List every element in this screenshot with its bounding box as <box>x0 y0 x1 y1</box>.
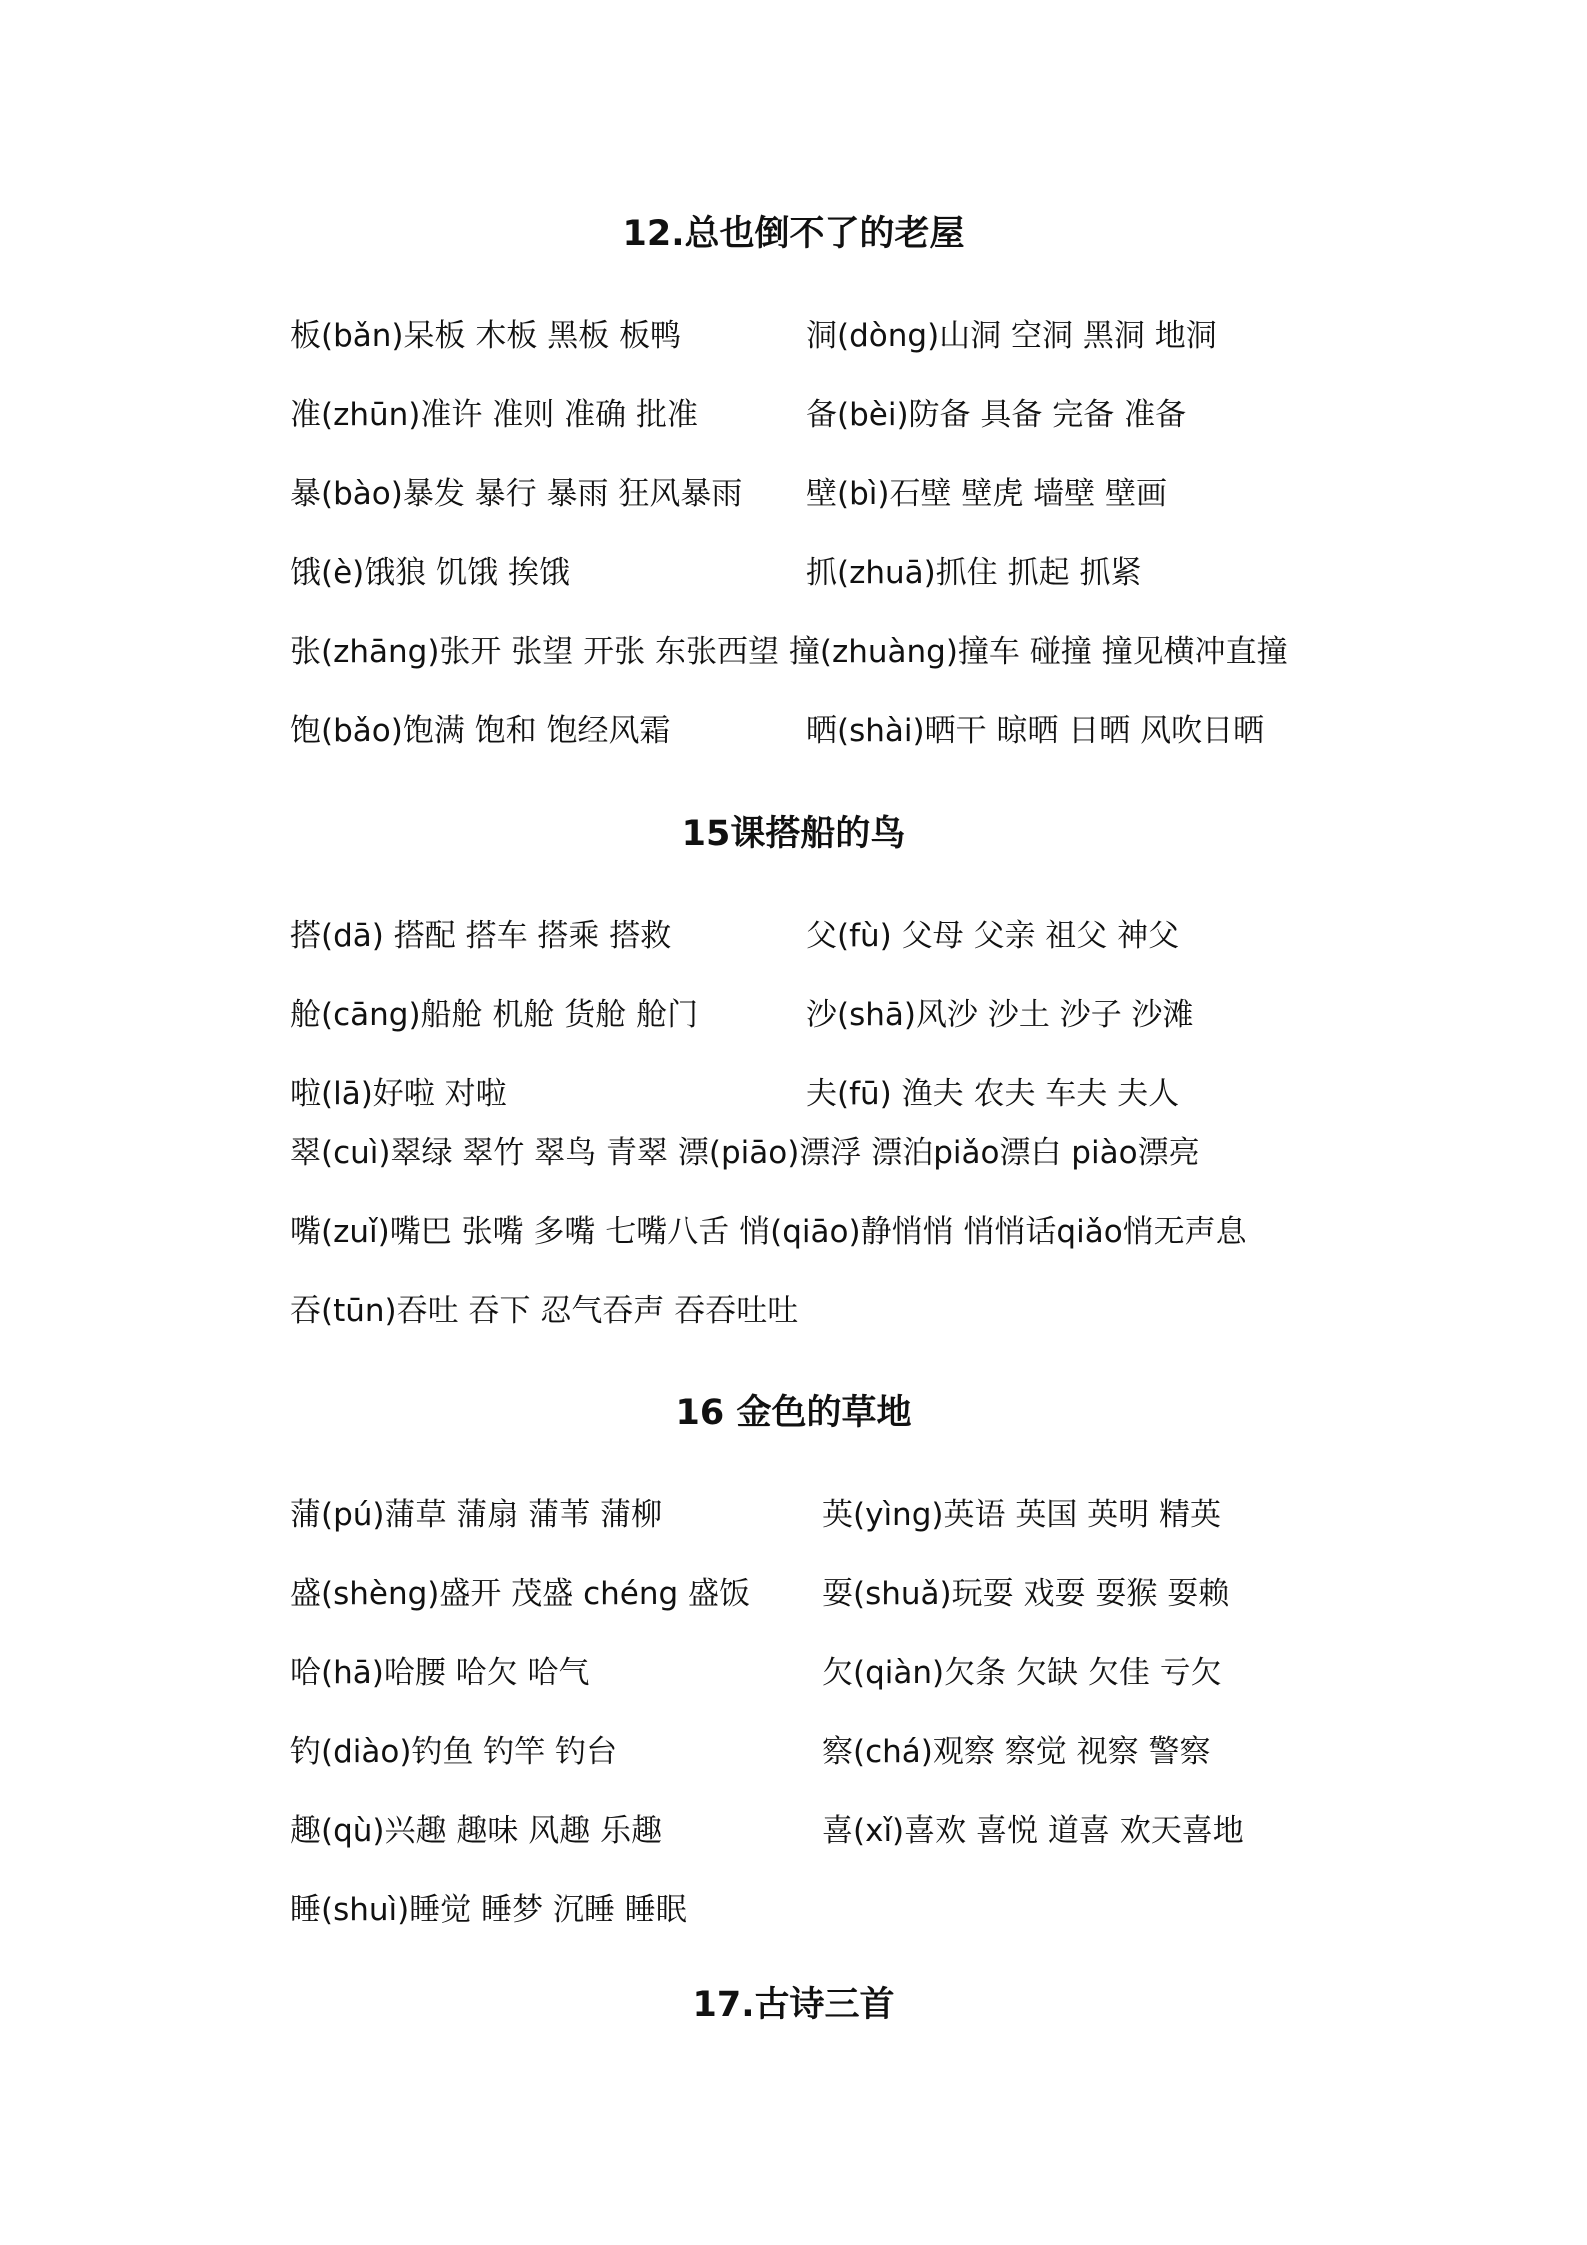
vocab-entry: 父(fù) 父母 父亲 祖父 神父 <box>806 918 1180 954</box>
vocab-entry: 哈(hā)哈腰 哈欠 哈气 <box>290 1655 590 1691</box>
vocab-entry: 英(yìng)英语 英国 英明 精英 <box>822 1497 1222 1533</box>
section-title: 17.古诗三首 <box>692 1985 895 2025</box>
vocab-entry: 啦(lā)好啦 对啦 <box>290 1076 507 1112</box>
vocab-entry: 察(chá)观察 察觉 视察 警察 <box>822 1734 1211 1770</box>
vocab-entry: 睡(shuì)睡觉 睡梦 沉睡 睡眠 <box>290 1892 687 1928</box>
section-title: 12.总也倒不了的老屋 <box>622 214 965 254</box>
vocab-entry: 夫(fū) 渔夫 农夫 车夫 夫人 <box>806 1076 1180 1112</box>
vocab-entry: 搭(dā) 搭配 搭车 搭乘 搭救 <box>290 918 672 954</box>
section-title: 15课搭船的鸟 <box>681 814 906 854</box>
vocab-entry: 蒲(pú)蒲草 蒲扇 蒲苇 蒲柳 <box>290 1497 663 1533</box>
vocab-entry: 欠(qiàn)欠条 欠缺 欠佳 亏欠 <box>822 1655 1222 1691</box>
vocab-entry: 钓(diào)钓鱼 钓竿 钓台 <box>290 1734 618 1770</box>
vocab-entry: 准(zhūn)准许 准则 准确 批准 <box>290 397 698 433</box>
vocab-entry: 舱(cāng)船舱 机舱 货舱 舱门 <box>290 997 699 1033</box>
vocab-entry: 趣(qù)兴趣 趣味 风趣 乐趣 <box>290 1813 663 1849</box>
vocab-entry: 壁(bì)石壁 壁虎 墙壁 壁画 <box>806 476 1168 512</box>
vocab-entry: 耍(shuǎ)玩耍 戏耍 耍猴 耍赖 <box>822 1576 1230 1612</box>
vocab-entry: 暴(bào)暴发 暴行 暴雨 狂风暴雨 <box>290 476 743 512</box>
vocab-entry: 洞(dòng)山洞 空洞 黑洞 地洞 <box>806 318 1217 354</box>
vocab-entry: 翠(cuì)翠绿 翠竹 翠鸟 青翠 漂(piāo)漂浮 漂泊piǎo漂白 piào漂亮 <box>290 1135 1200 1171</box>
section-title: 16 金色的草地 <box>675 1393 912 1433</box>
vocab-entry: 备(bèi)防备 具备 完备 准备 <box>806 397 1187 433</box>
vocab-entry: 张(zhāng)张开 张望 开张 东张西望 撞(zhuàng)撞车 碰撞 撞见横冲直撞 <box>290 634 1288 670</box>
vocab-entry: 盛(shèng)盛开 茂盛 chéng 盛饭 <box>290 1576 751 1612</box>
vocab-entry: 饱(bǎo)饱满 饱和 饱经风霜 <box>290 713 671 749</box>
vocab-entry: 吞(tūn)吞吐 吞下 忍气吞声 吞吞吐吐 <box>290 1293 799 1329</box>
vocab-entry: 饿(è)饿狼 饥饿 挨饿 <box>290 555 570 591</box>
vocab-entry: 晒(shài)晒干 晾晒 日晒 风吹日晒 <box>806 713 1265 749</box>
vocab-entry: 喜(xǐ)喜欢 喜悦 道喜 欢天喜地 <box>822 1813 1244 1849</box>
vocab-entry: 嘴(zuǐ)嘴巴 张嘴 多嘴 七嘴八舌 悄(qiāo)静悄悄 悄悄话qiǎo悄无声息 <box>290 1214 1247 1250</box>
vocab-entry: 抓(zhuā)抓住 抓起 抓紧 <box>806 555 1142 591</box>
vocab-entry: 板(bǎn)呆板 木板 黑板 板鸭 <box>290 318 682 354</box>
vocab-entry: 沙(shā)风沙 沙土 沙子 沙滩 <box>806 997 1194 1033</box>
